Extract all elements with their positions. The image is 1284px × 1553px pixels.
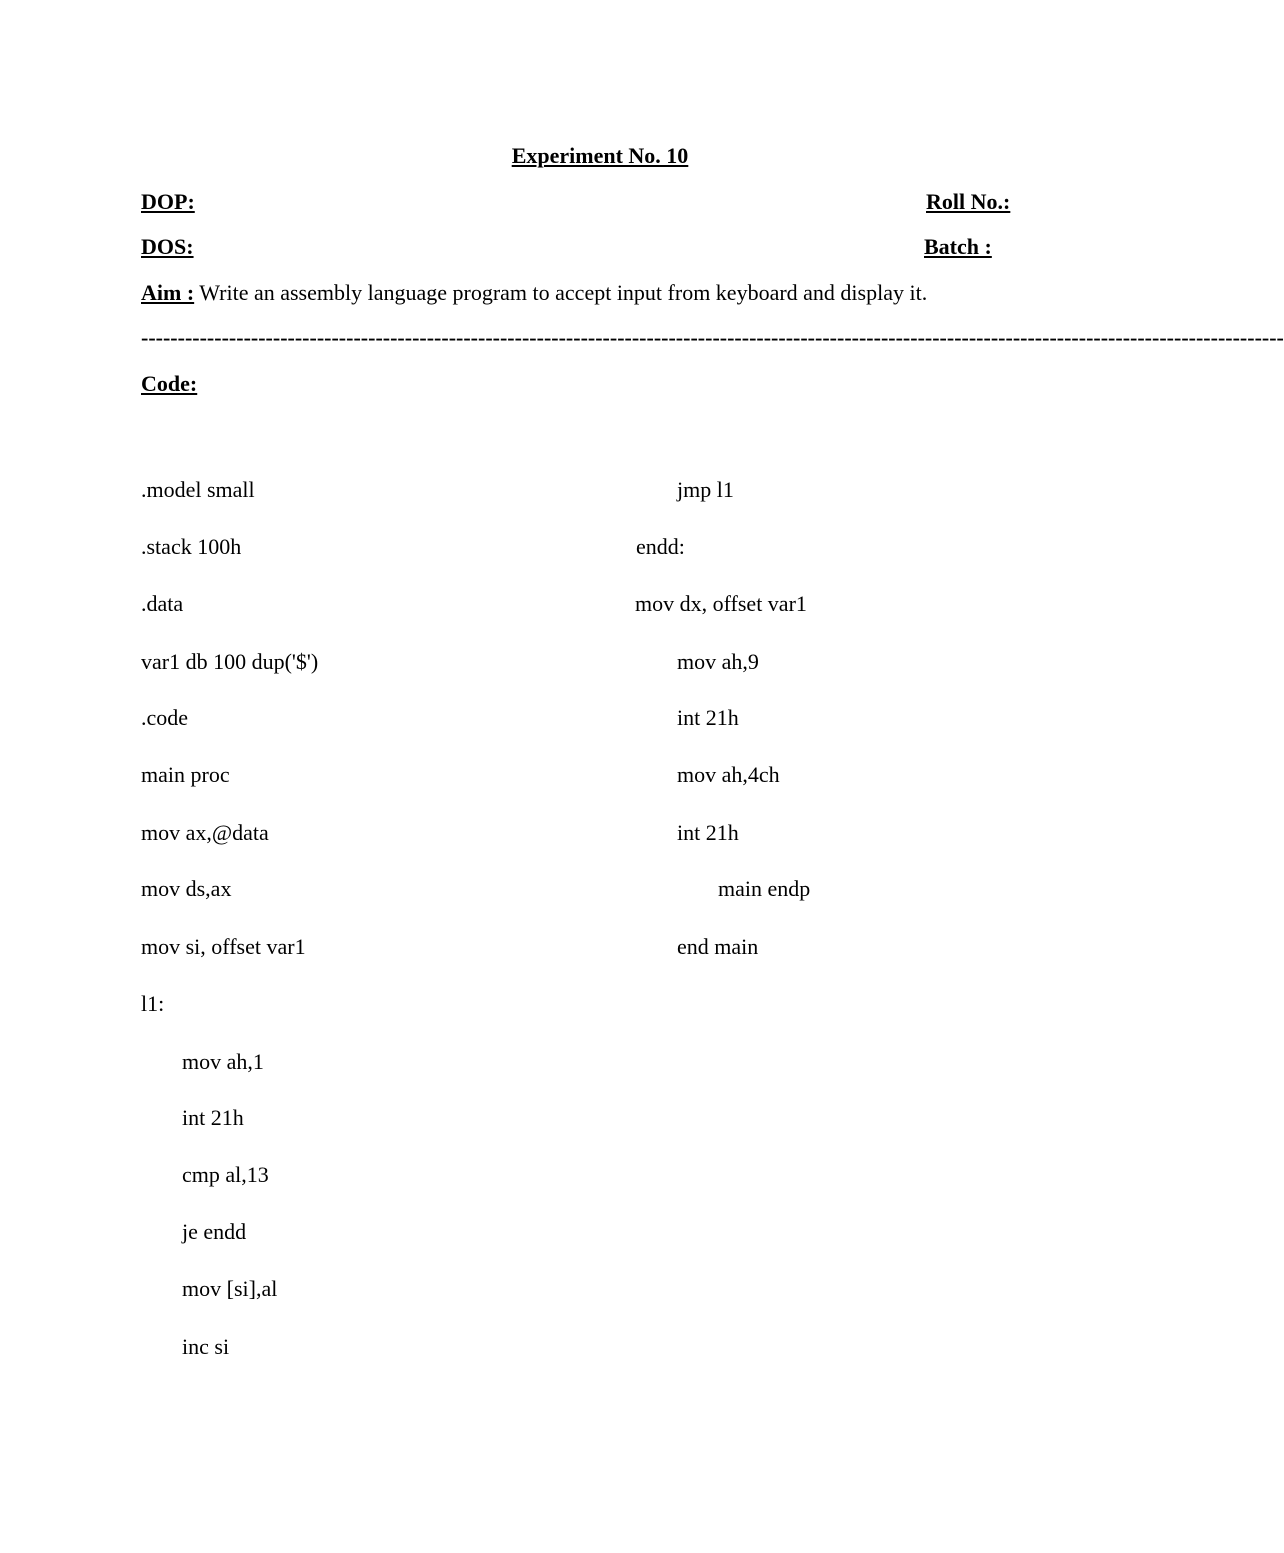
code-line-left: .model small (141, 477, 255, 502)
code-line-right: main endp (718, 876, 811, 901)
aim-text: Write an assembly language program to accept input from keyboard and display it. (194, 280, 928, 305)
page-title: Experiment No. 10 (511, 143, 689, 168)
code-line-left: je endd (182, 1219, 247, 1244)
dop-label: DOP: (141, 189, 195, 214)
code-line-right: jmp l1 (677, 477, 734, 502)
code-line-left: var1 db 100 dup('$') (141, 649, 319, 674)
batch-label: Batch : (924, 234, 992, 259)
code-line-left: mov ds,ax (141, 876, 232, 901)
roll-no-label: Roll No.: (926, 189, 1011, 214)
code-line-right: mov dx, offset var1 (635, 591, 807, 616)
code-line-left: .stack 100h (141, 534, 242, 559)
code-line-right: int 21h (677, 705, 739, 730)
code-line-left: .data (141, 591, 184, 616)
code-line-right: mov ah,4ch (677, 762, 780, 787)
code-line-left: mov [si],al (182, 1276, 278, 1301)
code-line-left: cmp al,13 (182, 1162, 269, 1187)
code-line-right: int 21h (677, 820, 739, 845)
code-line-right: end main (677, 934, 759, 959)
code-line-left: .code (141, 705, 189, 730)
dos-label: DOS: (141, 234, 194, 259)
code-line-left: l1: (141, 991, 165, 1016)
code-line-left: inc si (182, 1334, 230, 1359)
separator-line: ------------------------------------------------------------------------------------------------------------------------------------------------------------ (141, 325, 1284, 350)
code-line-left: int 21h (182, 1105, 244, 1130)
code-line-right: endd: (636, 534, 685, 559)
code-line-left: mov ah,1 (182, 1049, 264, 1074)
code-label: Code: (141, 371, 198, 396)
code-line-left: mov si, offset var1 (141, 934, 306, 959)
aim-label: Aim : (141, 280, 195, 305)
code-line-right: mov ah,9 (677, 649, 759, 674)
aim-line (141, 280, 927, 306)
code-line-left: main proc (141, 762, 230, 787)
code-line-left: mov ax,@data (141, 820, 269, 845)
